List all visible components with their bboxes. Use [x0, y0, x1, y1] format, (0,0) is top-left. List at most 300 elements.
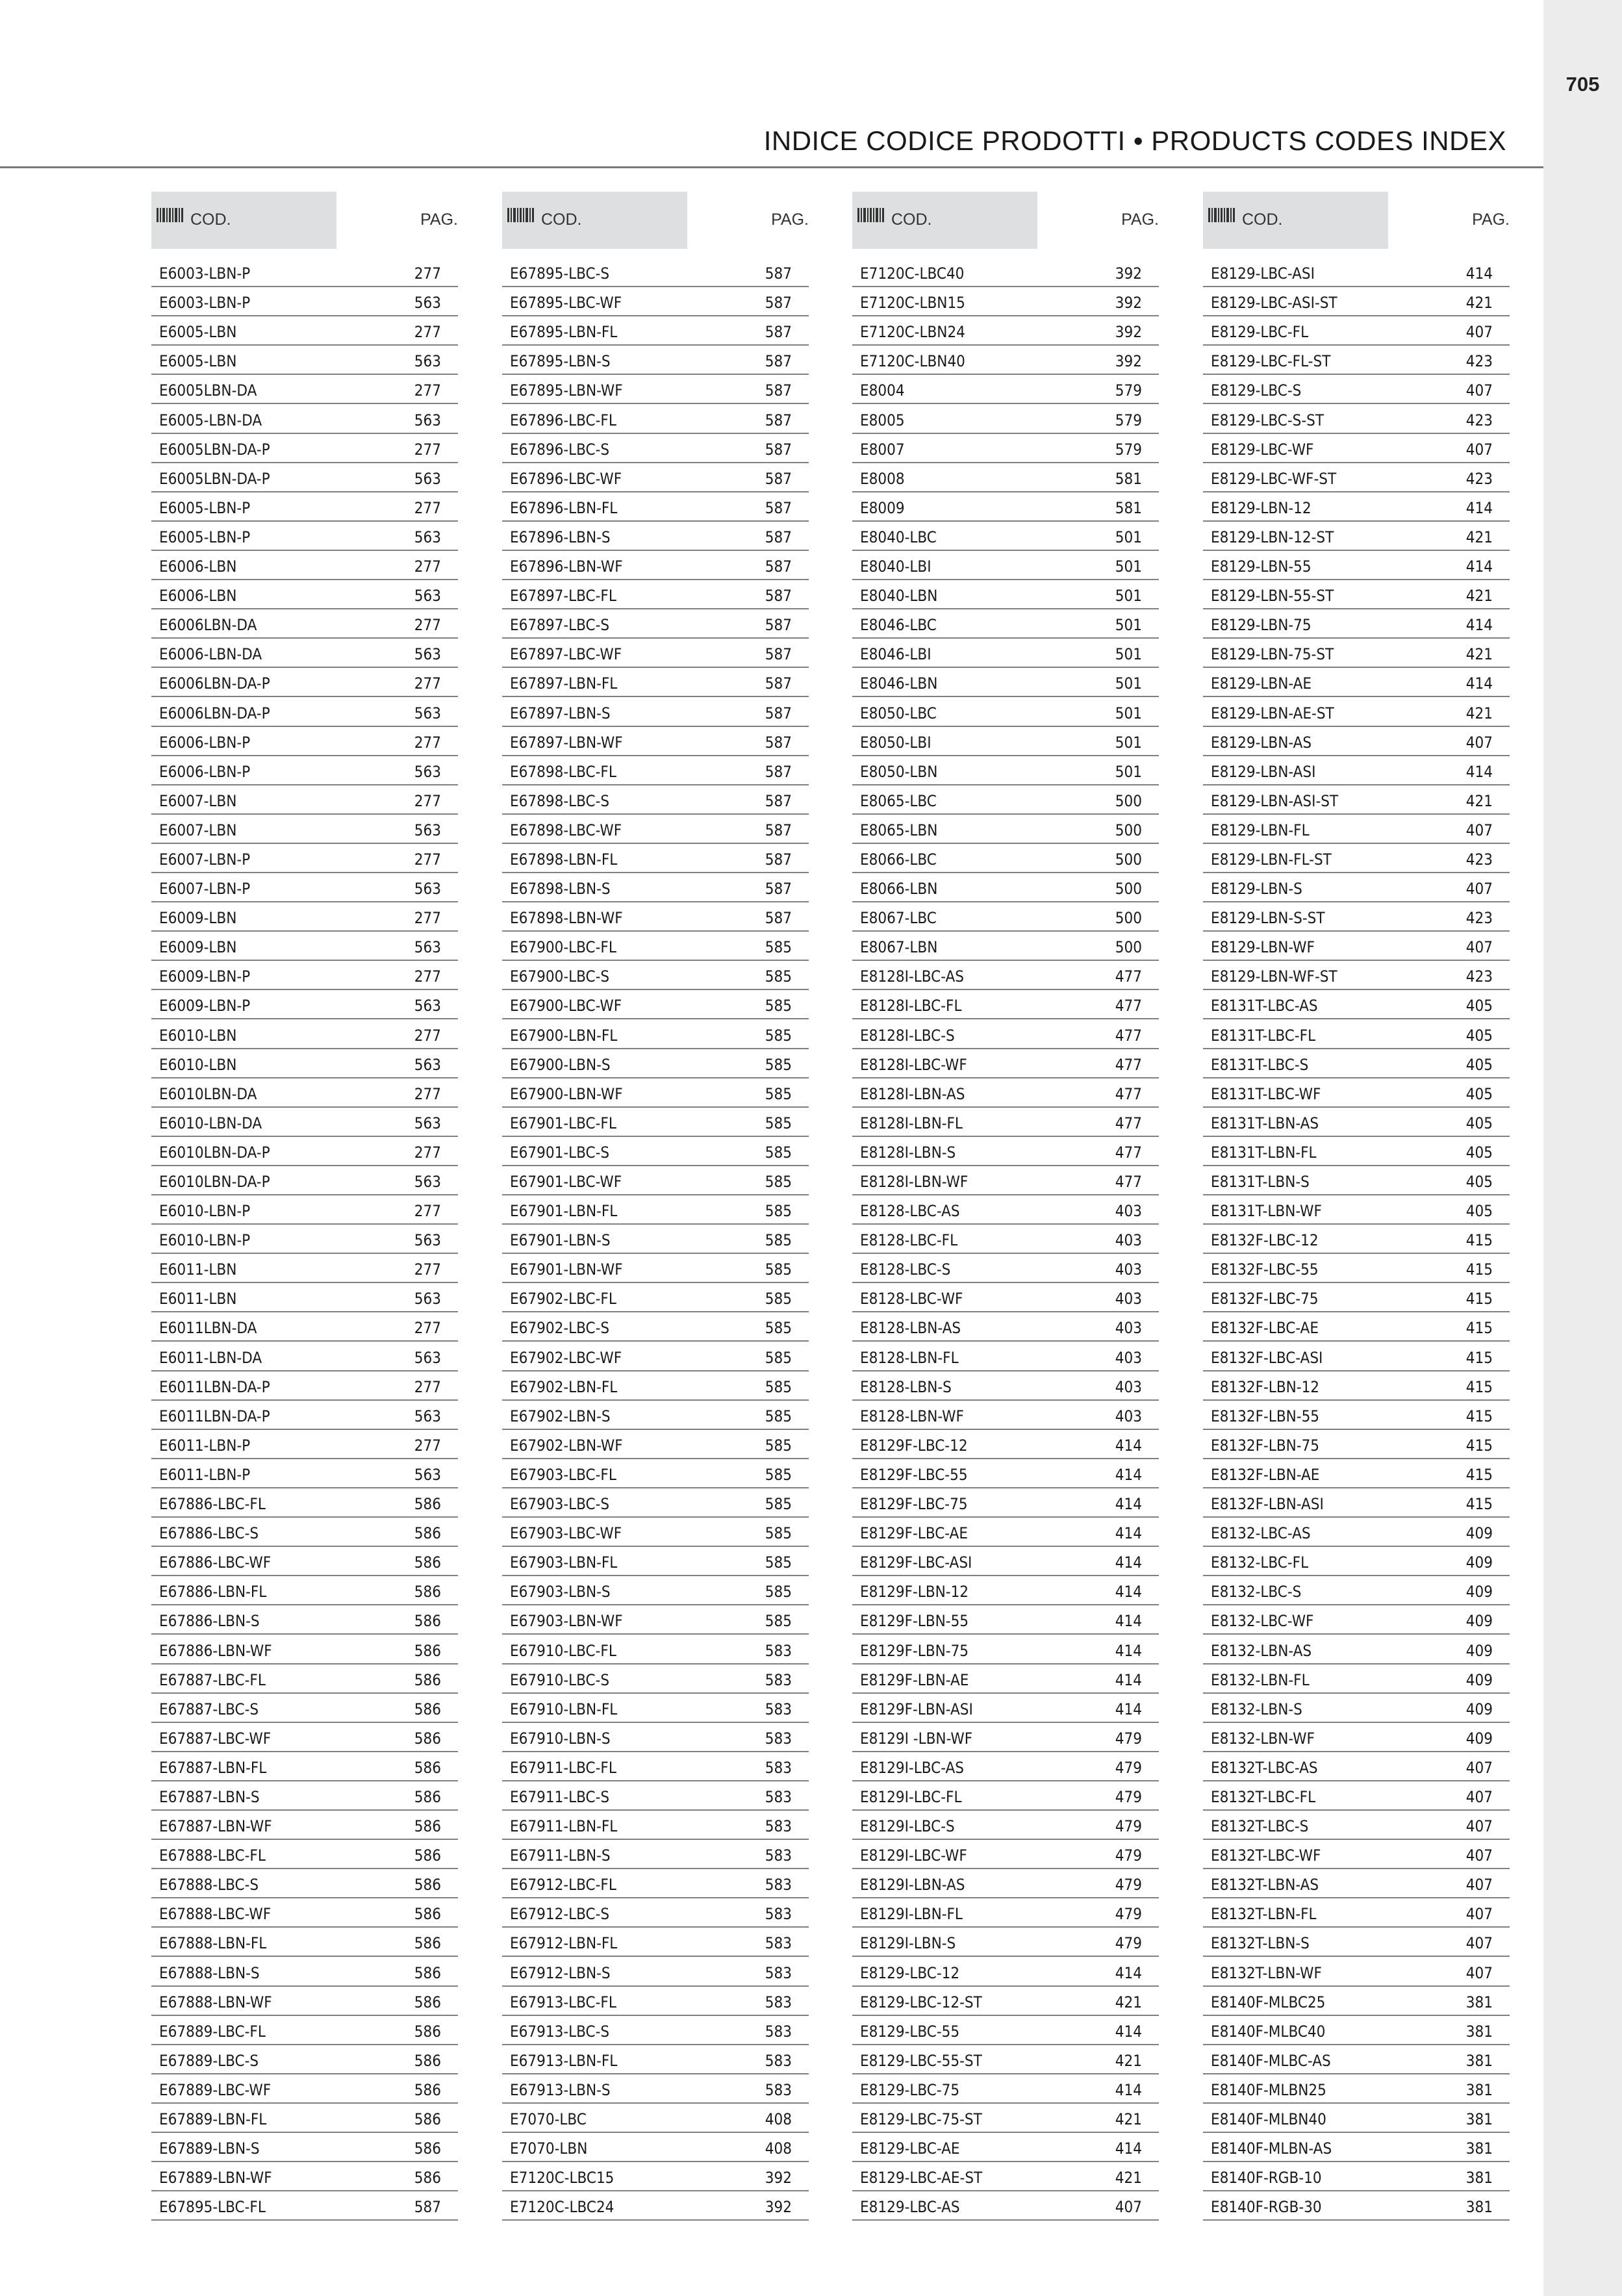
index-row: [1203, 2045, 1510, 2074]
page-ref: 421: [1465, 645, 1493, 664]
index-row: [151, 1957, 458, 1986]
product-code: E8140F-RGB-10: [1211, 2169, 1322, 2188]
index-row: [852, 1342, 1159, 1371]
index-row: [1203, 1781, 1510, 1811]
product-code: E67901-LBN-FL: [510, 1202, 618, 1221]
page-ref: 421: [1465, 791, 1493, 810]
page-ref: 405: [1465, 997, 1493, 1015]
product-code: E67901-LBC-WF: [510, 1173, 622, 1191]
page-ref: 409: [1465, 1583, 1493, 1601]
product-code: E6009-LBN-P: [159, 997, 251, 1015]
index-row: [852, 1781, 1159, 1811]
page-ref: 501: [1115, 704, 1142, 722]
page-ref: 585: [765, 1173, 792, 1191]
index-rows: [1203, 258, 1510, 2221]
page-ref: 277: [414, 440, 441, 459]
index-row: [502, 1723, 809, 1752]
page-header-label: PAG.: [1472, 210, 1510, 229]
page-ref: 585: [765, 1583, 792, 1601]
index-row: [1203, 1987, 1510, 2016]
index-row: [852, 1195, 1159, 1225]
page-ref: 586: [414, 1495, 441, 1514]
page-ref: 277: [414, 909, 441, 928]
index-row: [502, 609, 809, 639]
product-code: E8129-LBC-FL: [1211, 323, 1309, 342]
index-row: [502, 1781, 809, 1811]
product-code: E8129F-LBN-ASI: [860, 1700, 973, 1718]
index-row: [1203, 2162, 1510, 2191]
index-row: [1203, 2074, 1510, 2104]
page-ref: 414: [1465, 616, 1493, 635]
product-code: E8132F-LBN-75: [1211, 1436, 1320, 1455]
index-row: [502, 1605, 809, 1635]
product-code: E8128-LBC-AS: [860, 1202, 960, 1221]
page-ref: 414: [1115, 1612, 1142, 1631]
index-row: [151, 1665, 458, 1694]
product-code: E8128-LBN-S: [860, 1377, 952, 1396]
index-row: [1203, 1430, 1510, 1459]
page-ref: 277: [414, 616, 441, 635]
index-row: [502, 756, 809, 785]
index-row: [852, 1488, 1159, 1518]
page-ref: 563: [414, 469, 441, 488]
page-ref: 563: [414, 1348, 441, 1367]
index-row: [1203, 1518, 1510, 1547]
page-ref: 403: [1115, 1319, 1142, 1338]
index-row: [502, 1957, 809, 1986]
page-ref: 421: [1465, 528, 1493, 546]
product-code: E6011-LBN-P: [159, 1465, 251, 1484]
product-code: E67889-LBN-S: [159, 2139, 260, 2158]
index-row: [852, 1752, 1159, 1781]
page-ref: 501: [1115, 733, 1142, 752]
page-ref: 277: [414, 1202, 441, 1221]
product-code: E8129-LBN-55-ST: [1211, 587, 1334, 606]
page-ref: 409: [1465, 1612, 1493, 1631]
product-code: E6007-LBN: [159, 791, 237, 810]
page-ref: 479: [1115, 1905, 1142, 1924]
page-ref: 563: [414, 1114, 441, 1132]
page-ref: 277: [414, 791, 441, 810]
index-row: [151, 346, 458, 375]
index-row: [852, 932, 1159, 961]
page-ref: 392: [765, 2169, 792, 2188]
product-code: E67913-LBN-FL: [510, 2051, 618, 2070]
page-ref: 586: [414, 1846, 441, 1865]
index-row: [852, 990, 1159, 1019]
index-row: [502, 873, 809, 902]
page-ref: 414: [1465, 264, 1493, 283]
index-row: [852, 2133, 1159, 2162]
index-row: [502, 2016, 809, 2045]
index-row: [1203, 1811, 1510, 1840]
page-ref: 477: [1115, 967, 1142, 986]
page-ref: 423: [1465, 411, 1493, 429]
index-row: [852, 1049, 1159, 1078]
page-ref: 415: [1465, 1407, 1493, 1425]
page-ref: 586: [414, 1993, 441, 2011]
index-row: [852, 316, 1159, 346]
product-code: E8065-LBC: [860, 791, 937, 810]
page-ref: 583: [765, 1670, 792, 1689]
index-row: [151, 1576, 458, 1605]
index-row: [1203, 346, 1510, 375]
index-row: [151, 1312, 458, 1342]
page-ref: 405: [1465, 1202, 1493, 1221]
index-row: [1203, 1225, 1510, 1254]
page-ref: 479: [1115, 1758, 1142, 1777]
page-ref: 501: [1115, 674, 1142, 693]
page-ref: 479: [1115, 1817, 1142, 1836]
index-column: [1203, 192, 1510, 2221]
index-row: [151, 668, 458, 697]
product-code: E67903-LBC-FL: [510, 1465, 616, 1484]
product-code: E8132T-LBC-WF: [1211, 1846, 1321, 1865]
page-ref: 583: [765, 1993, 792, 2011]
index-row: [502, 1459, 809, 1488]
product-code: E67900-LBN-FL: [510, 1026, 618, 1045]
page-ref: 277: [414, 1143, 441, 1162]
page-ref: 415: [1465, 1465, 1493, 1484]
index-row: [1203, 668, 1510, 697]
index-row: [852, 375, 1159, 404]
index-row: [852, 1928, 1159, 1957]
index-row: [151, 1840, 458, 1869]
index-row: [852, 1108, 1159, 1137]
index-row: [852, 463, 1159, 492]
page-ref: 381: [1465, 2139, 1493, 2158]
product-code: E67913-LBN-S: [510, 2080, 611, 2099]
page-ref: 587: [765, 352, 792, 371]
code-header-label: COD.: [190, 210, 231, 229]
page-ref: 415: [1465, 1231, 1493, 1250]
page-ref: 421: [1465, 704, 1493, 722]
index-row: [852, 815, 1159, 844]
product-code: E8132F-LBC-75: [1211, 1290, 1319, 1308]
page-ref: 586: [414, 1583, 441, 1601]
product-code: E8066-LBC: [860, 850, 937, 869]
index-row: [151, 609, 458, 639]
index-row: [502, 346, 809, 375]
index-row: [852, 1840, 1159, 1869]
page-ref: 583: [765, 1700, 792, 1718]
product-code: E67896-LBC-S: [510, 440, 610, 459]
product-code: E6011LBN-DA: [159, 1319, 257, 1338]
page-header-label: PAG.: [771, 210, 809, 229]
index-row: [151, 375, 458, 404]
product-code: E6006-LBN-P: [159, 762, 251, 781]
page-ref: 415: [1465, 1377, 1493, 1396]
product-code: E8128-LBN-AS: [860, 1319, 961, 1338]
index-row: [852, 1605, 1159, 1635]
index-row: [151, 2016, 458, 2045]
page-ref: 587: [765, 674, 792, 693]
product-code: E8129-LBN-WF-ST: [1211, 967, 1337, 986]
index-row: [852, 2045, 1159, 2074]
index-row: [151, 697, 458, 726]
index-row: [151, 902, 458, 932]
page-ref: 479: [1115, 1729, 1142, 1748]
product-code: E67897-LBN-WF: [510, 733, 623, 752]
product-code: E67911-LBC-S: [510, 1787, 610, 1806]
index-row: [1203, 316, 1510, 346]
product-code: E67896-LBN-S: [510, 528, 611, 546]
page-ref: 500: [1115, 880, 1142, 899]
product-code: E6005-LBN-P: [159, 498, 251, 517]
index-row: [852, 1283, 1159, 1312]
page-ref: 585: [765, 1436, 792, 1455]
index-row: [151, 1342, 458, 1371]
page-ref: 477: [1115, 1173, 1142, 1191]
index-row: [1203, 1869, 1510, 1898]
index-row: [151, 316, 458, 346]
index-row: [1203, 1254, 1510, 1283]
index-row: [1203, 1108, 1510, 1137]
product-code: E6011-LBN: [159, 1260, 237, 1279]
barcode-icon: [857, 208, 885, 222]
index-row: [1203, 2191, 1510, 2221]
product-code: E67902-LBC-FL: [510, 1290, 616, 1308]
index-row: [151, 2045, 458, 2074]
page-ref: 585: [765, 1290, 792, 1308]
page-ref: 415: [1465, 1436, 1493, 1455]
page-ref: 586: [414, 2022, 441, 2041]
product-code: E8129-LBC-S-ST: [1211, 411, 1324, 429]
product-code: E8128I-LBC-WF: [860, 1055, 967, 1074]
page-ref: 381: [1465, 2198, 1493, 2217]
page-ref: 500: [1115, 791, 1142, 810]
page-ref: 381: [1465, 2080, 1493, 2099]
product-code: E6011LBN-DA-P: [159, 1407, 270, 1425]
product-code: E67900-LBC-S: [510, 967, 610, 986]
product-code: E8128I-LBN-AS: [860, 1084, 965, 1103]
page-ref: 414: [1465, 674, 1493, 693]
page-ref: 583: [765, 1963, 792, 1982]
page-ref: 563: [414, 1290, 441, 1308]
index-row: [151, 2162, 458, 2191]
index-row: [502, 2191, 809, 2221]
index-row: [502, 1108, 809, 1137]
product-code: E67886-LBN-FL: [159, 1583, 267, 1601]
index-row: [1203, 404, 1510, 433]
index-row: [151, 990, 458, 1019]
product-code: E8008: [860, 469, 905, 488]
index-row: [852, 844, 1159, 873]
product-code: E8132-LBN-AS: [1211, 1641, 1312, 1660]
page-ref: 587: [765, 733, 792, 752]
index-row: [502, 727, 809, 756]
product-code: E67903-LBC-S: [510, 1495, 610, 1514]
code-header-cell: [502, 192, 687, 249]
page-ref: 586: [414, 1787, 441, 1806]
page-ref: 586: [414, 1612, 441, 1631]
product-code: E8131T-LBN-WF: [1211, 1202, 1322, 1221]
index-row: [852, 1371, 1159, 1401]
product-code: E8129-LBN-55: [1211, 557, 1312, 576]
product-code: E8129F-LBC-AE: [860, 1524, 968, 1543]
index-row: [1203, 1752, 1510, 1781]
page-ref: 585: [765, 1319, 792, 1338]
page-ref: 585: [765, 938, 792, 957]
page-ref: 405: [1465, 1084, 1493, 1103]
product-code: E8128I-LBN-FL: [860, 1114, 963, 1132]
product-code: E8132T-LBC-FL: [1211, 1787, 1316, 1806]
page-ref: 407: [1465, 1817, 1493, 1836]
index-row: [852, 727, 1159, 756]
page-ref: 277: [414, 850, 441, 869]
page-ref: 585: [765, 1260, 792, 1279]
page-ref: 407: [1465, 381, 1493, 400]
product-code: E67888-LBN-FL: [159, 1934, 267, 1953]
index-row: [151, 639, 458, 668]
index-row: [1203, 2133, 1510, 2162]
product-code: E7120C-LBN24: [860, 323, 965, 342]
page-ref: 501: [1115, 762, 1142, 781]
product-code: E8140F-MLBN25: [1211, 2080, 1326, 2099]
page-ref: 423: [1465, 469, 1493, 488]
page-ref: 586: [414, 2080, 441, 2099]
page-ref: 277: [414, 967, 441, 986]
index-row: [852, 2074, 1159, 2104]
product-code: E67895-LBN-S: [510, 352, 611, 371]
page-ref: 585: [765, 1055, 792, 1074]
index-row: [1203, 1283, 1510, 1312]
page-ref: 587: [765, 791, 792, 810]
index-row: [1203, 990, 1510, 1019]
index-row: [502, 1694, 809, 1723]
page-ref: 423: [1465, 909, 1493, 928]
product-code: E8129-LBC-75-ST: [860, 2110, 982, 2128]
index-row: [852, 2162, 1159, 2191]
page-ref: 415: [1465, 1290, 1493, 1308]
product-code: E67895-LBN-WF: [510, 381, 623, 400]
product-code: E8128-LBC-FL: [860, 1231, 958, 1250]
product-code: E8129F-LBN-75: [860, 1641, 969, 1660]
product-code: E8129-LBC-55: [860, 2022, 960, 2041]
product-code: E8007: [860, 440, 905, 459]
product-code: E8046-LBN: [860, 674, 938, 693]
index-row: [502, 1166, 809, 1195]
title-divider: [0, 166, 1543, 168]
index-row: [151, 1019, 458, 1049]
index-row: [852, 1401, 1159, 1430]
index-row: [502, 990, 809, 1019]
index-row: [151, 522, 458, 551]
product-code: E8129I-LBN-FL: [860, 1905, 963, 1924]
page-ref: 501: [1115, 616, 1142, 635]
page-ref: 563: [414, 1231, 441, 1250]
index-row: [852, 492, 1159, 522]
index-row: [1203, 1723, 1510, 1752]
index-row: [1203, 463, 1510, 492]
index-row: [502, 697, 809, 726]
index-row: [852, 2191, 1159, 2221]
product-code: E8129-LBN-75: [1211, 616, 1312, 635]
product-code: E8005: [860, 411, 905, 429]
page-ref: 586: [414, 1524, 441, 1543]
index-row: [502, 1371, 809, 1401]
index-row: [502, 961, 809, 990]
page-ref: 585: [765, 1612, 792, 1631]
page-ref: 407: [1465, 323, 1493, 342]
index-row: [1203, 697, 1510, 726]
product-code: E67888-LBN-S: [159, 1963, 260, 1982]
product-code: E67896-LBC-WF: [510, 469, 622, 488]
product-code: E8050-LBC: [860, 704, 937, 722]
product-code: E67898-LBN-WF: [510, 909, 623, 928]
page-ref: 586: [414, 1670, 441, 1689]
index-row: [1203, 375, 1510, 404]
product-code: E67910-LBN-FL: [510, 1700, 618, 1718]
product-code: E67902-LBN-FL: [510, 1377, 618, 1396]
page-number: 705: [1565, 73, 1600, 96]
product-code: E6011-LBN-DA: [159, 1348, 262, 1367]
page-ref: 403: [1115, 1231, 1142, 1250]
product-code: E67913-LBC-FL: [510, 1993, 616, 2011]
product-code: E8129F-LBN-12: [860, 1583, 969, 1601]
product-code: E8129-LBC-FL-ST: [1211, 352, 1331, 371]
index-row: [151, 287, 458, 316]
page-ref: 423: [1465, 967, 1493, 986]
page-ref: 587: [765, 587, 792, 606]
index-row: [1203, 932, 1510, 961]
page-ref: 403: [1115, 1348, 1142, 1367]
index-row: [502, 639, 809, 668]
index-row: [151, 873, 458, 902]
page-ref: 583: [765, 2022, 792, 2041]
index-row: [1203, 1019, 1510, 1049]
index-row: [1203, 756, 1510, 785]
product-code: E6006-LBN-P: [159, 733, 251, 752]
page-ref: 477: [1115, 997, 1142, 1015]
page-ref: 585: [765, 1524, 792, 1543]
index-row: [502, 287, 809, 316]
index-column: [502, 192, 809, 2221]
product-code: E8129-LBN-ASI: [1211, 762, 1316, 781]
product-code: E8129-LBN-12-ST: [1211, 528, 1334, 546]
product-code: E67895-LBN-FL: [510, 323, 618, 342]
product-code: E67895-LBC-S: [510, 264, 610, 283]
product-code: E67912-LBC-S: [510, 1905, 610, 1924]
index-row: [1203, 522, 1510, 551]
product-code: E67901-LBN-S: [510, 1231, 611, 1250]
product-code: E8128I-LBN-S: [860, 1143, 956, 1162]
product-code: E6005LBN-DA-P: [159, 440, 270, 459]
page-ref: 585: [765, 1202, 792, 1221]
page-ref: 586: [414, 2110, 441, 2128]
product-code: E8131T-LBC-S: [1211, 1055, 1309, 1074]
product-code: E6007-LBN: [159, 821, 237, 839]
page-ref: 415: [1465, 1319, 1493, 1338]
page-ref: 583: [765, 1817, 792, 1836]
page-ref: 587: [765, 294, 792, 313]
product-code: E8132F-LBC-AE: [1211, 1319, 1319, 1338]
page-ref: 414: [1115, 2080, 1142, 2099]
product-code: E8065-LBN: [860, 821, 938, 839]
product-code: E8129F-LBC-75: [860, 1495, 968, 1514]
product-code: E8129-LBN-AS: [1211, 733, 1312, 752]
index-row: [1203, 844, 1510, 873]
index-row: [151, 1723, 458, 1752]
product-code: E8129F-LBC-12: [860, 1436, 968, 1455]
index-row: [852, 639, 1159, 668]
product-code: E6005-LBN: [159, 323, 237, 342]
product-code: E8129F-LBC-ASI: [860, 1553, 972, 1572]
page-ref: 586: [414, 1641, 441, 1660]
page-ref: 277: [414, 1436, 441, 1455]
page-ref: 583: [765, 1876, 792, 1894]
index-row: [502, 2104, 809, 2133]
